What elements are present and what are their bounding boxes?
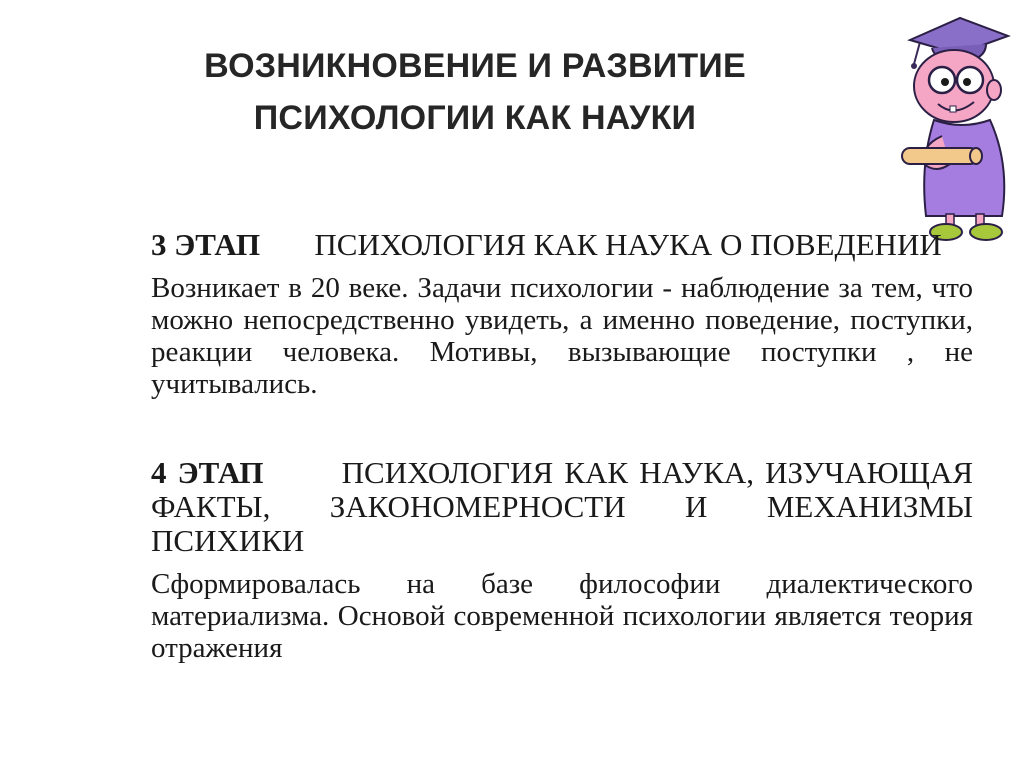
stage-3-number: 3 ЭТАП [151,227,261,262]
stage-3-title: ПСИХОЛОГИЯ КАК НАУКА О ПОВЕДЕНИИ [314,227,942,262]
slide-body [151,228,973,664]
title-line-1: ВОЗНИКНОВЕНИЕ И РАЗВИТИЕ [204,47,746,85]
stage-4-text: Сформировалась на базе философии диалектического материализма. Основой современной психологии является теория отражения [151,568,973,664]
slide-title [150,40,800,144]
title-line-2: ПСИХОЛОГИИ КАК НАУКИ [253,99,697,137]
stage-3-text: Возникает в 20 веке. Задачи психологии - наблюдение за тем, что можно непосредственно увидеть, а именно поведение, поступки, реакции человека. Мотивы, вызывающие поступки , не учитывались. [151,272,973,400]
graduate-cartoon-icon [890,14,1022,244]
stage-4-number: 4 ЭТАП [151,455,264,490]
stage-4-heading [151,456,973,558]
stage-3-heading [151,228,973,262]
stage-4-title: ПСИХОЛОГИЯ КАК НАУКА, ИЗУЧАЮЩАЯ ФАКТЫ, ЗАКОНОМЕРНОСТИ И МЕХАНИЗМЫ ПСИХИКИ [151,455,973,558]
